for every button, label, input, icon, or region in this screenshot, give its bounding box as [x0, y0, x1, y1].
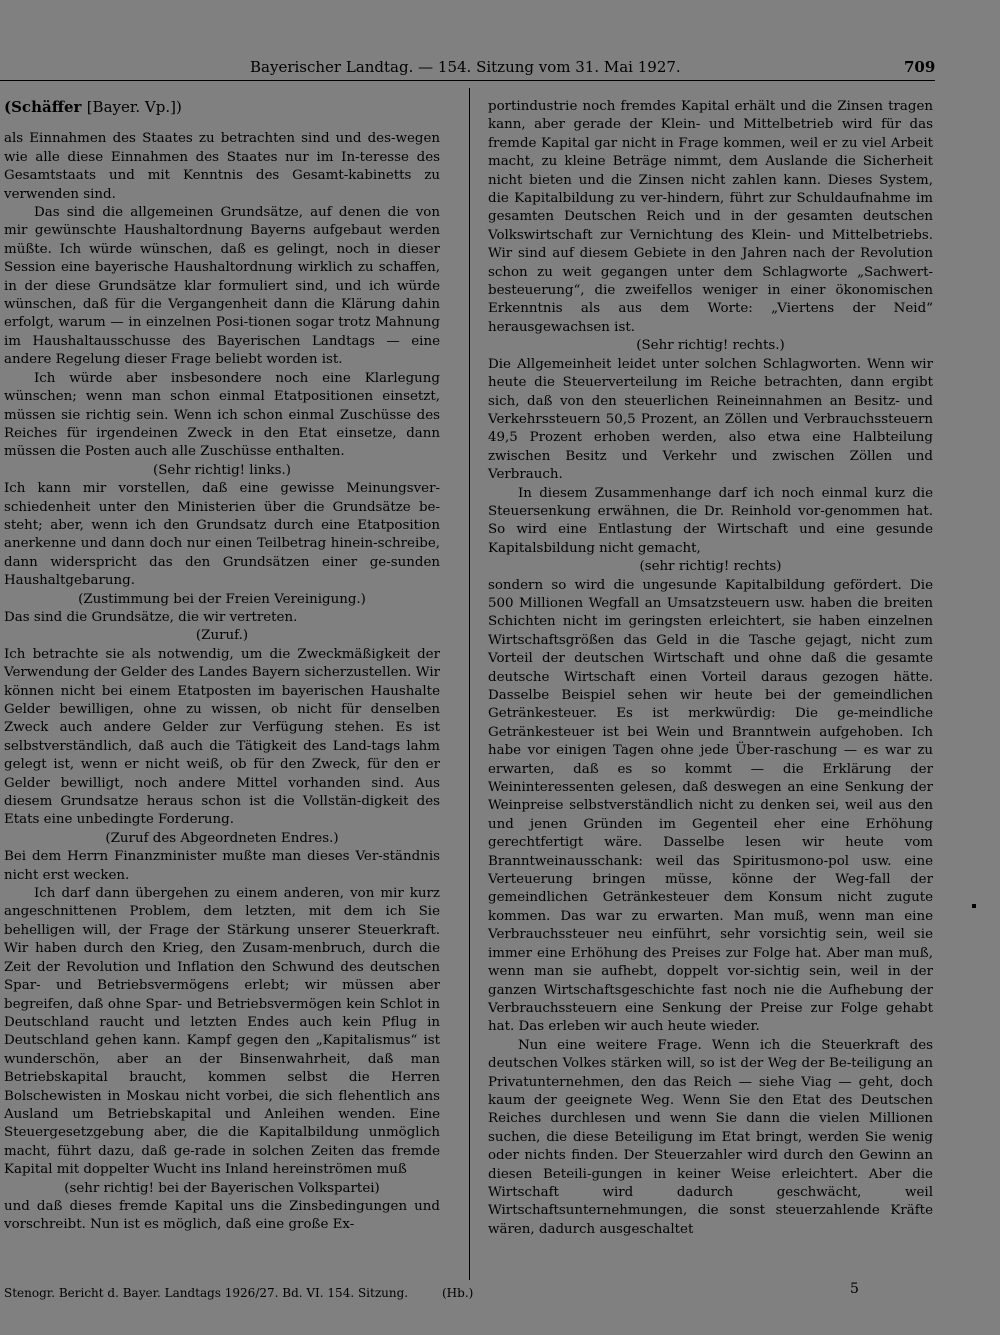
- paragraph: Nun eine weitere Frage. Wenn ich die Steuerkraft des deutschen Volkes stärken will, so ist der Weg der Be-teiligung an Privatunternehmen, den das Reich — siehe Viag — geht, doch kaum der geeignete Weg. Wenn Sie den Etat des Deutschen Reiches durchlesen und wenn Sie dann die vielen Millionen suchen, die diese Beteiligung im Etat bringt, werden Sie wenig oder nichts finden. Der Steuerzahler wird durch den Gewinn an diesen Beteili-gungen in keiner Weise erleichtert. Aber die Wirtschaft wird dadurch geschwächt, weil Wirtschaftsunternehmungen, die sonst steuerzahlende Kräfte wären, dadurch ausgeschaltet: [488, 1037, 933, 1237]
- running-title: Bayerischer Landtag. — 154. Sitzung vom 31. Mai 1927.: [250, 58, 681, 76]
- interjection: (Zuruf.): [195, 628, 249, 644]
- interjection: (sehr richtig! bei der Bayerischen Volkspartei): [64, 1180, 380, 1196]
- paragraph: als Einnahmen des Staates zu betrachten sind und des-wegen wie alle diese Einnahmen des Staates nur im In-teresse des Gesamtstaats und mit Kenntnis des Gesamt-kabinetts zu verwenden sind.: [4, 131, 440, 202]
- paragraph: Ich kann mir vorstellen, daß eine gewisse Meinungsver-schiedenheit unter den Ministerien über die Grundsätze be-steht; aber, wenn ich den Grundsatz durch eine Etatposition anerkenne und dann doch nur einen Teilbetrag hinein-schreibe, dann widerspricht das den Grundsätzen einer ge-sunden Haushaltgebarung.: [4, 481, 440, 589]
- paragraph: Das sind die Grundsätze, die wir vertreten.: [4, 609, 298, 625]
- edge-mark: [972, 904, 976, 908]
- paragraph: sondern so wird die ungesunde Kapitalbildung gefördert. Die 500 Millionen Wegfall an Umsatzsteuern usw. haben die breiten Schichten nicht im geringsten erleichtert, sie haben einzelnen Wirtschaftsgrößen das Geld in die Tasche gejagt, nicht zum Vorteil der deutschen Wirtschaft und ohne daß die gesamte deutsche Wirtschaft einen Vorteil daraus gezogen hätte. Dasselbe Beispiel sehen wir heute bei der gemeindlichen Getränkesteuer. Es ist merkwürdig: Die ge-meindliche Getränkesteuer ist bei Wein und Branntwein aufgehoben. Ich habe vor einigen Tagen ohne jede Über-raschung — es war zu erwarten, daß es so kommt — die Erklärung der Weininteressenten gelesen, daß deswegen an eine Senkung der Weinpreise selbstverständlich nicht zu denken sei, weil aus den und jenen Gründen im Gegenteil eher eine Erhöhung gerechtfertigt wäre. Dasselbe lesen wir heute vom Branntweinausschank: weil das Spiritusmono-pol usw. eine Verteuerung bringen müsse, könne der Weg-fall der gemeindlichen Getränkesteuer dem Konsum nicht zugute kommen. Das war zu erwarten. Man muß, wenn man eine Verbrauchssteuer neu einführt, sehr vorsichtig sein, weil sie immer eine Erhöhung des Preises zur Folge hat. Aber man muß, wenn man sie aufhebt, doppelt vor-sichtig sein, weil in der ganzen Wirtschaftsgeschichte fast noch nie die Aufhebung der Verbrauchssteuern eine Senkung der Preise zur Folge gehabt hat. Das erleben wir auch heute wieder.: [488, 577, 933, 1035]
- left-column: [4, 98, 440, 1235]
- speaker-name: (Schäffer: [4, 98, 82, 116]
- header-rule: [0, 80, 935, 81]
- paragraph: Ich würde aber insbesondere noch eine Klarlegung wünschen; wenn man schon einmal Etatpositionen einsetzt, müssen sie richtig sein. Wenn ich schon einmal Zuschüsse des Reiches für irgendeinen Zweck in den Etat einsetze, dann müssen die Posten auch alle Zuschüsse enthalten.: [4, 370, 440, 460]
- paragraph: portindustrie noch fremdes Kapital erhält und die Zinsen tragen kann, aber gerade der Klein- und Mittelbetrieb wird für das fremde Kapital gar nicht in Frage kommen, weil er zu viel Arbeit macht, zu kleine Beträge nimmt, dem Auslande die Sicherheit nicht bieten und die Zinsen nicht zahlen kann. Dieses System, die Kapitalbildung zu ver-hindern, führt zur Schuldaufnahme im gesamten Deutschen Reich und in der gesamten deutschen Volkswirtschaft zur Vernichtung des Klein- und Mittelbetriebs. Wir sind auf diesem Gebiete in den Jahren nach der Revolution schon zu weit gegangen unter dem Schlagworte „Sachwert-besteuerung“, die zweifellos weniger in einer ökonomischen Erkenntnis als aus dem Worte: „Viertens der Neid“ herausgewachsen ist.: [488, 99, 933, 335]
- interjection: (Sehr richtig! links.): [153, 462, 291, 478]
- paragraph: Ich darf dann übergehen zu einem anderen, von mir kurz angeschnittenen Problem, dem letzten, mit dem ich Sie behelligen will, der Frage der Stärkung unserer Steuerkraft. Wir haben durch den Krieg, den Zusam-menbruch, durch die Zeit der Revolution und Inflation den Schwund des deutschen Spar- und Betriebsvermögens erlebt; wir müssen aber begreifen, daß ohne Spar- und Betriebsvermögen kein Schlot in Deutschland raucht und letzten Endes auch kein Pflug in Deutschland gehen kann. Kampf gegen den „Kapitalismus“ ist wunderschön, aber an der Binsenwahrheit, daß man Betriebskapital braucht, kommen selbst die Herren Bolschewisten in Moskau nicht vorbei, die sich flehentlich ans Ausland um Betriebskapital und Anleihen wenden. Eine Steuergesetzgebung aber, die die Kapitalbildung unmöglich macht, führt dazu, daß ge-rade in solchen Zeiten das fremde Kapital mit doppelter Wucht ins Inland hereinströmen muß: [4, 886, 440, 1178]
- interjection: (Sehr richtig! rechts.): [636, 338, 785, 354]
- column-divider: [469, 88, 470, 1280]
- interjection: (sehr richtig! rechts): [639, 559, 782, 575]
- paragraph: Ich betrachte sie als notwendig, um die Zweckmäßigkeit der Verwendung der Gelder des Landes Bayern sicherzustellen. Wir können nicht bei einem Etatposten im bayerischen Haushalte Gelder bewilligen, ohne zu wissen, ob nicht für denselben Zweck auch andere Gelder zur Verfügung stehen. Es ist selbstverständlich, daß auch die Tätigkeit des Land-tags lahm gelegt ist, wenn er nicht weiß, ob für den Zweck, für den er Gelder bewilligt, noch andere Mittel vorhanden sind. Aus diesem Grundsatze heraus schon ist die Vollstän-digkeit des Etats eine unbedingte Forderung.: [4, 646, 440, 828]
- paragraph: In diesem Zusammenhange darf ich noch einmal kurz die Steuersenkung erwähnen, die Dr. Reinhold vor-genommen hat. So wird eine Entlastung der Wirtschaft und eine gesunde Kapitalsbildung nicht gemacht,: [488, 485, 933, 556]
- paragraph: Das sind die allgemeinen Grundsätze, auf denen die von mir gewünschte Haushaltordnung Bayerns aufgebaut werden müßte. Ich würde wünschen, daß es gelingt, noch in dieser Session eine bayerische Haushaltordnung wirklich zu schaffen, in der diese Grundsätze klar formuliert sind, und ich würde wünschen, daß für die Vergangenheit dann die Klärung dahin erfolgt, warum — in einzelnen Posi-tionen sogar trotz Mahnung im Haushaltausschusse des Bayerischen Landtags — eine andere Regelung dieser Frage beliebt worden ist.: [4, 205, 440, 368]
- paragraph: Die Allgemeinheit leidet unter solchen Schlagworten. Wenn wir heute die Steuerverteilung im Reiche betrachten, dann ergibt sich, daß von den steuerlichen Reineinnahmen an Besitz- und Verkehrssteuern 50,5 Prozent, an Zöllen und Verbrauchssteuern 49,5 Prozent erhoben werden, also etwa eine Halbteilung zwischen Besitz und Verkehr und zwischen Zöllen und Verbrauch.: [488, 356, 933, 483]
- speaker-party: [Bayer. Vp.]): [86, 98, 182, 116]
- footer-citation: Stenogr. Bericht d. Bayer. Landtags 1926/27. Bd. VI. 154. Sitzung.: [4, 1286, 409, 1300]
- footer-sheet-number: 5: [850, 1281, 859, 1297]
- interjection: (Zustimmung bei der Freien Vereinigung.): [78, 591, 366, 607]
- page-header: [0, 58, 1000, 80]
- speaker-heading: [4, 98, 440, 116]
- interjection: (Zuruf des Abgeordneten Endres.): [105, 830, 339, 846]
- right-column: [488, 98, 933, 1239]
- page-number: 709: [904, 58, 936, 76]
- footer-printer-mark: (Hb.): [442, 1286, 474, 1300]
- paragraph: Bei dem Herrn Finanzminister mußte man dieses Ver-ständnis nicht erst wecken.: [4, 849, 440, 883]
- paragraph: und daß dieses fremde Kapital uns die Zinsbedingungen und vorschreibt. Nun ist es möglich, daß eine große Ex-: [4, 1198, 440, 1233]
